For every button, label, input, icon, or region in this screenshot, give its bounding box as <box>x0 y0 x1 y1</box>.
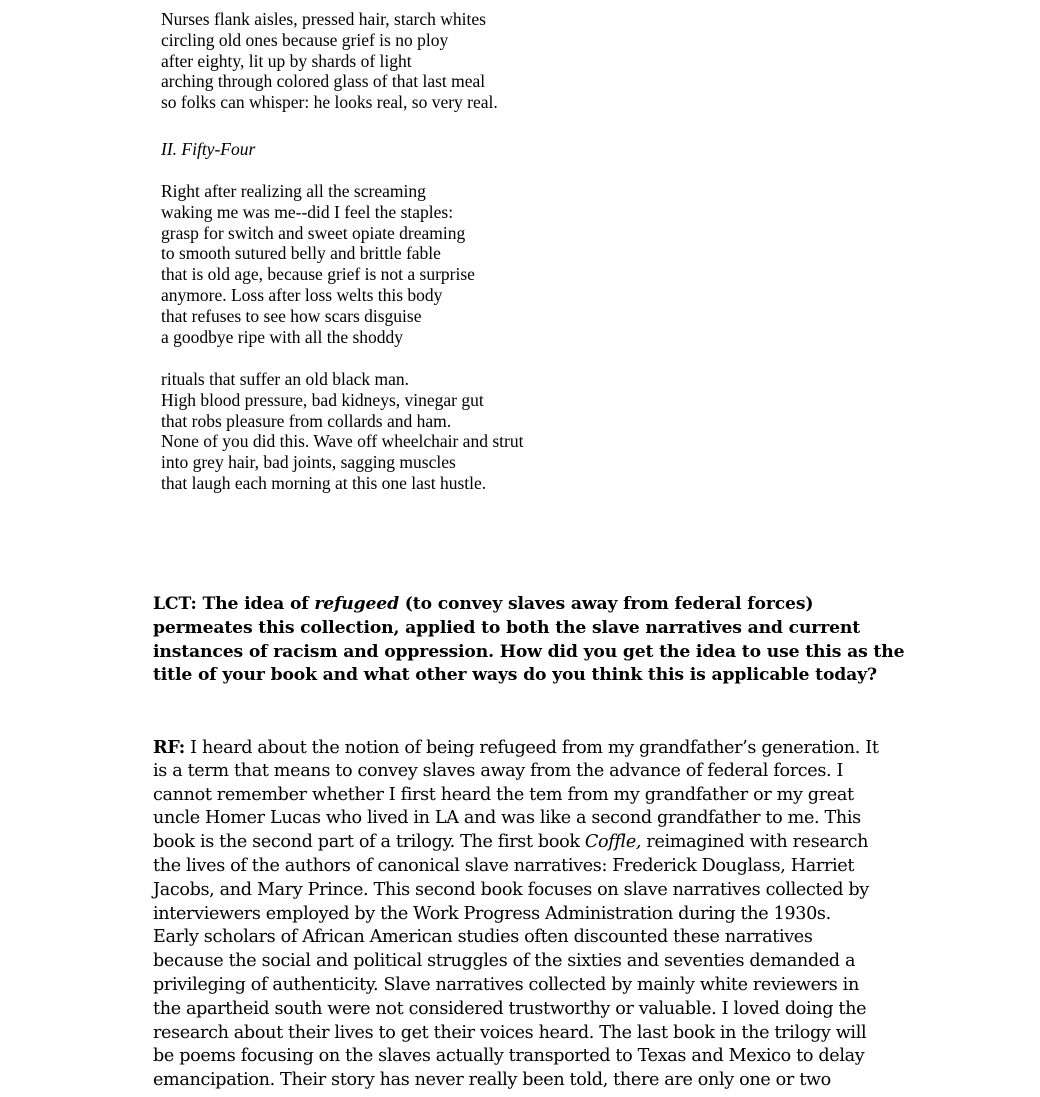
poem-line: waking me was me--did I feel the staples: <box>161 201 454 222</box>
answer-text: I heard about the notion of being refugeed from my grandfather’s generation. It <box>184 738 879 758</box>
poem-line: circling old ones because grief is no ploy <box>161 29 449 50</box>
poem-line: into grey hair, bad joints, sagging muscles <box>161 452 456 473</box>
question-line <box>153 593 893 617</box>
poem-line: a goodbye ripe with all the shoddy <box>161 326 404 347</box>
answer-line: cannot remember whether I first heard the tem from my grandfather or my great <box>153 784 854 805</box>
answer-line: Early scholars of African American studies often discounted these narratives <box>153 927 813 948</box>
question-line: instances of racism and oppression. How did you get the idea to use this as the <box>153 641 905 662</box>
answer-line: uncle Homer Lucas who lived in LA and was like a second grandfather to me. This <box>153 808 861 829</box>
answer-line: because the social and political struggles of the sixties and seventies demanded a <box>153 951 856 972</box>
poem-line: Right after realizing all the screaming <box>161 181 426 201</box>
answer-text: book is the second part of a trilogy. The first book <box>153 832 585 853</box>
poem-line: that refuses to see how scars disguise <box>161 305 422 326</box>
question-line: permeates this collection, applied to both the slave narratives and current <box>153 617 861 638</box>
question-line: title of your book and what other ways do you think this is applicable today? <box>153 665 877 686</box>
book-title: Coffle, <box>584 832 642 853</box>
poem-line: rituals that suffer an old black man. <box>161 369 410 389</box>
poem-line: after eighty, lit up by shards of light <box>161 50 412 71</box>
answer-line: privileging of authenticity. Slave narratives collected by mainly white reviewers in <box>153 974 859 995</box>
answer-line: research about their lives to get their voices heard. The last book in the trilogy will <box>153 1022 867 1043</box>
poem-line: None of you did this. Wave off wheelchair and strut <box>161 431 524 452</box>
answer-line: is a term that means to convey slaves away from the advance of federal forces. I <box>153 760 844 781</box>
question-text: LCT: The idea of <box>153 594 315 614</box>
poem-stanza-1 <box>161 9 498 113</box>
interview-answer <box>153 736 893 1093</box>
poem-stanza-2 <box>161 181 475 347</box>
answer-text: reimagined with research <box>641 832 869 853</box>
answer-line: be poems focusing on the slaves actually transported to Texas and Mexico to delay <box>153 1046 865 1067</box>
poem-section-heading: II. Fifty-Four <box>161 139 256 159</box>
poem-line: that laugh each morning at this one last hustle. <box>161 472 487 493</box>
question-text: (to convey slaves away from federal forces) <box>398 594 814 614</box>
poem-line: so folks can whisper: he looks real, so very real. <box>161 92 498 113</box>
poem-line: grasp for switch and sweet opiate dreaming <box>161 222 466 243</box>
interview-question <box>153 593 905 688</box>
poem-line: to smooth sutured belly and brittle fable <box>161 243 441 264</box>
answer-line <box>153 736 893 760</box>
poem-line: that is old age, because grief is not a surprise <box>161 264 475 285</box>
answer-line <box>153 831 893 855</box>
poem-line: arching through colored glass of that last meal <box>161 71 486 92</box>
question-emphasis: refugeed <box>314 594 399 614</box>
poem-line: Nurses flank aisles, pressed hair, starch whites <box>161 9 486 29</box>
answer-speaker: RF: <box>153 737 185 758</box>
poem-line: anymore. Loss after loss welts this body <box>161 284 443 305</box>
answer-line: the lives of the authors of canonical slave narratives: Frederick Douglass, Harriet <box>153 855 855 876</box>
poem-stanza-3 <box>161 369 523 494</box>
answer-line: the apartheid south were not considered trustworthy or valuable. I loved doing the <box>153 998 867 1019</box>
answer-line: interviewers employed by the Work Progress Administration during the 1930s. <box>153 903 831 924</box>
answer-line: Jacobs, and Mary Prince. This second book focuses on slave narratives collected by <box>153 879 869 900</box>
poem-line: that robs pleasure from collards and ham. <box>161 410 452 431</box>
answer-line: emancipation. Their story has never really been told, there are only one or two <box>153 1070 831 1091</box>
poem-line: High blood pressure, bad kidneys, vinegar gut <box>161 389 484 410</box>
